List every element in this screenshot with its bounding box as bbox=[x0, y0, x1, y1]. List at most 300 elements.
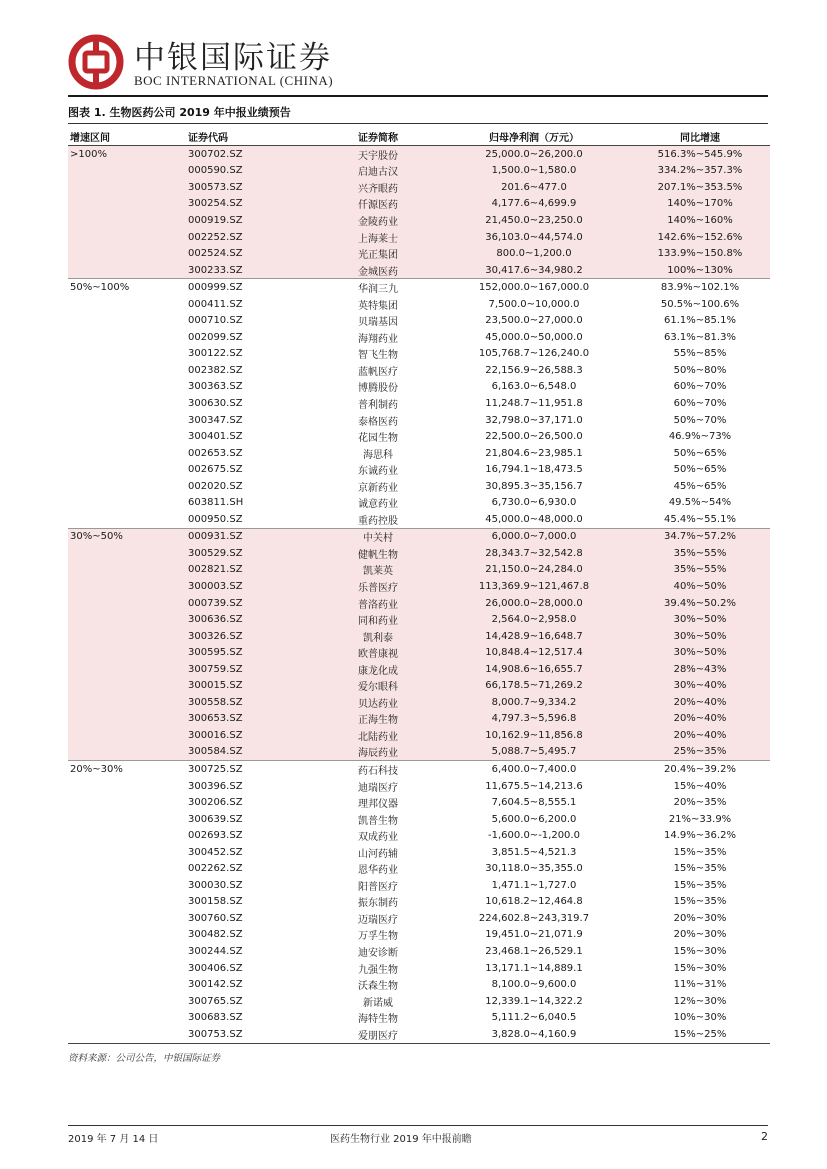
growth-cell: 30%~50% bbox=[630, 644, 770, 661]
table-row bbox=[68, 661, 770, 678]
table-row bbox=[68, 494, 770, 511]
profit-cell: 21,150.0~24,284.0 bbox=[438, 562, 630, 579]
code-cell: 300653.SZ bbox=[188, 711, 318, 728]
code-cell: 300122.SZ bbox=[188, 348, 243, 360]
range-cell bbox=[68, 927, 188, 944]
range-cell bbox=[68, 578, 188, 595]
table-row bbox=[68, 196, 770, 213]
profit-cell: 16,794.1~18,473.5 bbox=[485, 464, 583, 476]
name-cell: 爱朋医疗 bbox=[318, 1026, 438, 1043]
profit-cell: 6,163.0~6,548.0 bbox=[491, 381, 577, 393]
page-header bbox=[68, 30, 768, 98]
table-row bbox=[68, 628, 770, 645]
code-cell: 300760.SZ bbox=[188, 912, 243, 924]
table-row bbox=[68, 778, 770, 795]
table-header-row bbox=[68, 127, 770, 146]
table-row bbox=[68, 262, 770, 279]
growth-cell: 50%~70% bbox=[673, 414, 727, 426]
table-row bbox=[68, 578, 770, 595]
growth-cell: 15%~35% bbox=[673, 896, 727, 908]
growth-cell: 15%~30% bbox=[673, 962, 727, 974]
column-header-code: 证券代码 bbox=[188, 127, 318, 146]
table-row bbox=[68, 644, 770, 661]
brand-name-en: BOC INTERNATIONAL (CHINA) bbox=[134, 73, 334, 88]
range-cell bbox=[68, 329, 188, 346]
range-cell bbox=[68, 661, 188, 678]
table-row bbox=[68, 511, 770, 528]
table-row bbox=[68, 877, 770, 894]
profit-cell: 10,162.9~11,856.8 bbox=[438, 727, 630, 744]
growth-cell: 30%~40% bbox=[630, 678, 770, 695]
table-row bbox=[68, 445, 770, 462]
growth-cell: 40%~50% bbox=[630, 578, 770, 595]
column-header-range: 增速区间 bbox=[68, 127, 188, 146]
column-header-profit: 归母净利润（万元） bbox=[438, 127, 630, 146]
profit-cell: 224,602.8~243,319.7 bbox=[478, 912, 590, 924]
code-cell: 002262.SZ bbox=[188, 863, 243, 875]
name-cell: 重药控股 bbox=[358, 515, 398, 527]
growth-cell: 10%~30% bbox=[673, 1012, 727, 1024]
table-row bbox=[68, 395, 770, 412]
table-row bbox=[68, 960, 770, 977]
table-row bbox=[68, 943, 770, 960]
code-cell: 002099.SZ bbox=[188, 331, 243, 343]
code-cell: 002020.SZ bbox=[188, 480, 243, 492]
table-row bbox=[68, 379, 770, 396]
code-cell: 300630.SZ bbox=[188, 397, 243, 409]
code-cell: 000411.SZ bbox=[188, 298, 243, 310]
growth-cell: 21%~33.9% bbox=[668, 813, 732, 825]
code-cell: 300759.SZ bbox=[188, 661, 318, 678]
code-cell: 300347.SZ bbox=[188, 414, 243, 426]
table-row bbox=[68, 761, 770, 778]
name-cell: 海辰药业 bbox=[318, 744, 438, 761]
footer-divider bbox=[68, 1125, 768, 1126]
growth-cell: 55%~85% bbox=[673, 348, 727, 360]
range-cell bbox=[68, 545, 188, 562]
name-cell: 启迪古汉 bbox=[318, 163, 438, 180]
profit-cell: 113,369.9~121,467.8 bbox=[438, 578, 630, 595]
table-row bbox=[68, 927, 770, 944]
code-cell: 000950.SZ bbox=[188, 513, 243, 525]
name-cell: 华润三九 bbox=[318, 279, 438, 296]
code-cell: 300753.SZ bbox=[188, 1026, 318, 1043]
profit-cell: 14,428.9~16,648.7 bbox=[438, 628, 630, 645]
growth-cell: 20%~40% bbox=[630, 711, 770, 728]
profit-cell: 30,417.6~34,980.2 bbox=[438, 262, 630, 279]
name-cell: 迈瑞医疗 bbox=[358, 914, 398, 926]
table-row bbox=[68, 478, 770, 495]
table-row bbox=[68, 694, 770, 711]
growth-cell: 100%~130% bbox=[630, 262, 770, 279]
name-cell: 振东制药 bbox=[358, 898, 398, 910]
range-cell bbox=[68, 861, 188, 878]
name-cell: 东诚药业 bbox=[358, 466, 398, 478]
name-cell: 仟源医药 bbox=[318, 196, 438, 213]
table-row bbox=[68, 894, 770, 911]
growth-cell: 516.3%~545.9% bbox=[630, 146, 770, 163]
growth-cell: 207.1%~353.5% bbox=[630, 179, 770, 196]
column-header-growth: 同比增速 bbox=[630, 127, 770, 146]
profit-cell: 5,600.0~6,200.0 bbox=[491, 813, 577, 825]
profit-cell: 21,450.0~23,250.0 bbox=[438, 212, 630, 229]
code-cell: 300584.SZ bbox=[188, 744, 318, 761]
code-cell: 002693.SZ bbox=[188, 830, 243, 842]
range-cell bbox=[68, 428, 188, 445]
name-cell: 智飞生物 bbox=[358, 350, 398, 362]
range-cell bbox=[68, 1009, 188, 1026]
range-cell bbox=[68, 678, 188, 695]
range-cell bbox=[68, 412, 188, 429]
range-cell bbox=[68, 262, 188, 279]
name-cell: 凯普生物 bbox=[358, 815, 398, 827]
code-cell: 300702.SZ bbox=[188, 146, 318, 163]
code-cell: 300558.SZ bbox=[188, 694, 318, 711]
code-cell: 002821.SZ bbox=[188, 562, 318, 579]
range-cell bbox=[68, 461, 188, 478]
growth-cell: 60%~70% bbox=[673, 397, 727, 409]
code-cell: 002675.SZ bbox=[188, 464, 243, 476]
code-cell: 300016.SZ bbox=[188, 727, 318, 744]
table-row bbox=[68, 910, 770, 927]
code-cell: 300244.SZ bbox=[188, 946, 243, 958]
name-cell: 爱尔眼科 bbox=[318, 678, 438, 695]
table-row bbox=[68, 976, 770, 993]
name-cell: 理邦仪器 bbox=[358, 799, 398, 811]
code-cell: 300482.SZ bbox=[188, 929, 243, 941]
profit-cell: 66,178.5~71,269.2 bbox=[438, 678, 630, 695]
growth-cell: 83.9%~102.1% bbox=[630, 279, 770, 296]
code-cell: 300683.SZ bbox=[188, 1012, 243, 1024]
profit-cell: 6,400.0~7,400.0 bbox=[438, 761, 630, 778]
growth-cell: 34.7%~57.2% bbox=[630, 528, 770, 545]
table-row bbox=[68, 595, 770, 612]
name-cell: 花园生物 bbox=[358, 433, 398, 445]
table-row bbox=[68, 461, 770, 478]
table-row bbox=[68, 528, 770, 545]
range-cell bbox=[68, 196, 188, 213]
range-cell bbox=[68, 595, 188, 612]
growth-cell: 20%~30% bbox=[673, 929, 727, 941]
name-cell: 贝达药业 bbox=[318, 694, 438, 711]
profit-cell: 28,343.7~32,542.8 bbox=[438, 545, 630, 562]
profit-cell: 3,828.0~4,160.9 bbox=[438, 1026, 630, 1043]
name-cell: 同和药业 bbox=[318, 611, 438, 628]
name-cell: 山河药辅 bbox=[358, 848, 398, 860]
profit-cell: 22,156.9~26,588.3 bbox=[485, 364, 583, 376]
name-cell: 普利制药 bbox=[358, 399, 398, 411]
name-cell: 兴齐眼药 bbox=[318, 179, 438, 196]
growth-cell: 15%~35% bbox=[673, 879, 727, 891]
code-cell: 300401.SZ bbox=[188, 431, 243, 443]
code-cell: 300030.SZ bbox=[188, 879, 243, 891]
code-cell: 002252.SZ bbox=[188, 229, 318, 246]
range-cell bbox=[68, 694, 188, 711]
profit-cell: 45,000.0~50,000.0 bbox=[485, 331, 583, 343]
table-row bbox=[68, 312, 770, 329]
range-cell bbox=[68, 960, 188, 977]
growth-cell: 20%~30% bbox=[673, 912, 727, 924]
range-cell bbox=[68, 445, 188, 462]
code-cell: 000999.SZ bbox=[188, 279, 318, 296]
table-row bbox=[68, 794, 770, 811]
growth-cell: 45%~65% bbox=[673, 480, 727, 492]
name-cell: 九强生物 bbox=[358, 964, 398, 976]
growth-cell: 15%~30% bbox=[673, 946, 727, 958]
range-cell bbox=[68, 644, 188, 661]
profit-cell: 6,000.0~7,000.0 bbox=[438, 528, 630, 545]
name-cell: 阳普医疗 bbox=[358, 881, 398, 893]
profit-cell: 1,471.1~1,727.0 bbox=[491, 879, 577, 891]
name-cell: 金陵药业 bbox=[318, 212, 438, 229]
profit-cell: 32,798.0~37,171.0 bbox=[485, 414, 583, 426]
table-row bbox=[68, 545, 770, 562]
growth-cell: 50.5%~100.6% bbox=[660, 298, 740, 310]
profit-cell: 13,171.1~14,889.1 bbox=[485, 962, 583, 974]
name-cell: 康龙化成 bbox=[318, 661, 438, 678]
name-cell: 迪瑞医疗 bbox=[358, 782, 398, 794]
range-cell: 30%~50% bbox=[68, 528, 188, 545]
profit-cell: 10,618.2~12,464.8 bbox=[485, 896, 583, 908]
name-cell: 博腾股份 bbox=[358, 383, 398, 395]
name-cell: 英特集团 bbox=[358, 300, 398, 312]
name-cell: 贝瑞基因 bbox=[358, 317, 398, 329]
profit-cell: 1,500.0~1,580.0 bbox=[438, 163, 630, 180]
code-cell: 300003.SZ bbox=[188, 578, 318, 595]
growth-cell: 39.4%~50.2% bbox=[630, 595, 770, 612]
code-cell: 300595.SZ bbox=[188, 644, 318, 661]
code-cell: 002524.SZ bbox=[188, 245, 318, 262]
range-cell bbox=[68, 562, 188, 579]
growth-cell: 25%~35% bbox=[630, 744, 770, 761]
profit-cell: 45,000.0~48,000.0 bbox=[485, 513, 583, 525]
profit-cell: -1,600.0~-1,200.0 bbox=[488, 830, 580, 842]
code-cell: 000919.SZ bbox=[188, 212, 318, 229]
code-cell: 300326.SZ bbox=[188, 628, 318, 645]
name-cell: 泰格医药 bbox=[358, 416, 398, 428]
code-cell: 300206.SZ bbox=[188, 797, 243, 809]
table-row bbox=[68, 428, 770, 445]
growth-cell: 140%~170% bbox=[630, 196, 770, 213]
profit-cell: 36,103.0~44,574.0 bbox=[438, 229, 630, 246]
profit-cell: 12,339.1~14,322.2 bbox=[485, 995, 583, 1007]
table-row bbox=[68, 811, 770, 828]
code-cell: 300363.SZ bbox=[188, 381, 243, 393]
range-cell bbox=[68, 611, 188, 628]
range-cell bbox=[68, 179, 188, 196]
table-row bbox=[68, 245, 770, 262]
name-cell: 中关村 bbox=[318, 528, 438, 545]
growth-cell: 20%~40% bbox=[630, 694, 770, 711]
growth-cell: 140%~160% bbox=[630, 212, 770, 229]
name-cell: 凯利泰 bbox=[318, 628, 438, 645]
profit-cell: 11,248.7~11,951.8 bbox=[485, 397, 583, 409]
name-cell: 诚意药业 bbox=[358, 499, 398, 511]
table-row bbox=[68, 711, 770, 728]
growth-cell: 50%~65% bbox=[673, 447, 727, 459]
profit-cell: 25,000.0~26,200.0 bbox=[438, 146, 630, 163]
name-cell: 光正集团 bbox=[318, 245, 438, 262]
name-cell: 海特生物 bbox=[358, 1014, 398, 1026]
growth-cell: 60%~70% bbox=[673, 381, 727, 393]
code-cell: 002653.SZ bbox=[188, 447, 243, 459]
name-cell: 乐普医疗 bbox=[318, 578, 438, 595]
profit-cell: 23,500.0~27,000.0 bbox=[485, 315, 583, 327]
figure-caption: 图表 1. 生物医药公司 2019 年中报业绩预告 bbox=[68, 106, 291, 119]
profit-cell: 7,604.5~8,555.1 bbox=[491, 797, 577, 809]
page-number: 2 bbox=[761, 1130, 768, 1143]
table-row bbox=[68, 179, 770, 196]
name-cell: 蓝帆医疗 bbox=[358, 366, 398, 378]
table-row bbox=[68, 412, 770, 429]
range-cell bbox=[68, 229, 188, 246]
profit-cell: 14,908.6~16,655.7 bbox=[438, 661, 630, 678]
footer-title: 医药生物行业 2019 年中报前瞻 bbox=[330, 1134, 472, 1145]
profit-cell: 8,000.7~9,334.2 bbox=[438, 694, 630, 711]
code-cell: 300142.SZ bbox=[188, 979, 243, 991]
code-cell: 002382.SZ bbox=[188, 364, 243, 376]
growth-cell: 14.9%~36.2% bbox=[664, 830, 736, 842]
table-row bbox=[68, 744, 770, 761]
range-cell bbox=[68, 362, 188, 379]
range-cell bbox=[68, 395, 188, 412]
range-cell bbox=[68, 312, 188, 329]
growth-cell: 20%~40% bbox=[630, 727, 770, 744]
profit-cell: 8,100.0~9,600.0 bbox=[491, 979, 577, 991]
growth-cell: 20%~35% bbox=[673, 797, 727, 809]
range-cell bbox=[68, 379, 188, 396]
profit-cell: 800.0~1,200.0 bbox=[438, 245, 630, 262]
table-row bbox=[68, 279, 770, 296]
name-cell: 上海莱士 bbox=[318, 229, 438, 246]
name-cell: 正海生物 bbox=[318, 711, 438, 728]
range-cell bbox=[68, 943, 188, 960]
table-row bbox=[68, 827, 770, 844]
table-row bbox=[68, 844, 770, 861]
table-row bbox=[68, 562, 770, 579]
range-cell bbox=[68, 778, 188, 795]
code-cell: 300158.SZ bbox=[188, 896, 243, 908]
profit-cell: 22,500.0~26,500.0 bbox=[485, 431, 583, 443]
growth-cell: 30%~50% bbox=[630, 611, 770, 628]
name-cell: 普洛药业 bbox=[318, 595, 438, 612]
range-cell: 50%~100% bbox=[68, 279, 188, 296]
range-cell bbox=[68, 163, 188, 180]
profit-cell: 30,895.3~35,156.7 bbox=[485, 480, 583, 492]
table-row bbox=[68, 362, 770, 379]
growth-cell: 12%~30% bbox=[673, 995, 727, 1007]
profit-cell: 4,797.3~5,596.8 bbox=[438, 711, 630, 728]
growth-cell: 35%~55% bbox=[630, 562, 770, 579]
code-cell: 300636.SZ bbox=[188, 611, 318, 628]
growth-cell: 61.1%~85.1% bbox=[664, 315, 736, 327]
code-cell: 000710.SZ bbox=[188, 315, 243, 327]
profit-cell: 105,768.7~126,240.0 bbox=[478, 348, 590, 360]
profit-cell: 23,468.1~26,529.1 bbox=[485, 946, 583, 958]
code-cell: 000931.SZ bbox=[188, 528, 318, 545]
caption-divider bbox=[68, 123, 768, 124]
code-cell: 300639.SZ bbox=[188, 813, 243, 825]
range-cell bbox=[68, 811, 188, 828]
name-cell: 迪安诊断 bbox=[358, 948, 398, 960]
name-cell: 海思科 bbox=[363, 449, 393, 461]
boc-logo-icon bbox=[68, 34, 124, 90]
name-cell: 恩华药业 bbox=[358, 865, 398, 877]
profit-cell: 10,848.4~12,517.4 bbox=[438, 644, 630, 661]
profit-cell: 5,088.7~5,495.7 bbox=[438, 744, 630, 761]
growth-cell: 15%~35% bbox=[673, 863, 727, 875]
name-cell: 万孚生物 bbox=[358, 931, 398, 943]
footer-date: 2019 年 7 月 14 日 bbox=[68, 1134, 159, 1145]
name-cell: 京新药业 bbox=[358, 482, 398, 494]
range-cell bbox=[68, 711, 188, 728]
table-row bbox=[68, 727, 770, 744]
code-cell: 300725.SZ bbox=[188, 761, 318, 778]
code-cell: 300254.SZ bbox=[188, 196, 318, 213]
table-row bbox=[68, 329, 770, 346]
table-row bbox=[68, 163, 770, 180]
range-cell bbox=[68, 511, 188, 528]
profit-cell: 2,564.0~2,958.0 bbox=[438, 611, 630, 628]
profit-cell: 201.6~477.0 bbox=[438, 179, 630, 196]
table-row bbox=[68, 861, 770, 878]
growth-cell: 63.1%~81.3% bbox=[664, 331, 736, 343]
profit-cell: 5,111.2~6,040.5 bbox=[491, 1012, 577, 1024]
code-cell: 300765.SZ bbox=[188, 995, 243, 1007]
table-row bbox=[68, 1009, 770, 1026]
range-cell bbox=[68, 744, 188, 761]
range-cell bbox=[68, 794, 188, 811]
table-row bbox=[68, 296, 770, 313]
code-cell: 000590.SZ bbox=[188, 163, 318, 180]
growth-cell: 15%~25% bbox=[630, 1026, 770, 1043]
code-cell: 300406.SZ bbox=[188, 962, 243, 974]
growth-cell: 15%~35% bbox=[673, 846, 727, 858]
table-row bbox=[68, 212, 770, 229]
name-cell: 新诺威 bbox=[363, 997, 393, 1009]
brand-name-cn: 中银国际证券 bbox=[134, 40, 332, 76]
profit-cell: 30,118.0~35,355.0 bbox=[485, 863, 583, 875]
range-cell bbox=[68, 628, 188, 645]
table-row bbox=[68, 611, 770, 628]
code-cell: 300233.SZ bbox=[188, 262, 318, 279]
growth-cell: 15%~40% bbox=[673, 780, 727, 792]
code-cell: 603811.SH bbox=[188, 497, 244, 509]
growth-cell: 28%~43% bbox=[630, 661, 770, 678]
code-cell: 000739.SZ bbox=[188, 595, 318, 612]
growth-cell: 50%~65% bbox=[673, 464, 727, 476]
code-cell: 300452.SZ bbox=[188, 846, 243, 858]
range-cell bbox=[68, 993, 188, 1010]
range-cell bbox=[68, 346, 188, 363]
range-cell bbox=[68, 494, 188, 511]
profit-cell: 152,000.0~167,000.0 bbox=[438, 279, 630, 296]
profit-cell: 11,675.5~14,213.6 bbox=[485, 780, 583, 792]
source-note: 资料来源：公司公告，中银国际证券 bbox=[68, 1053, 221, 1064]
name-cell: 北陆药业 bbox=[318, 727, 438, 744]
growth-cell: 46.9%~73% bbox=[668, 431, 732, 443]
range-cell bbox=[68, 1026, 188, 1043]
code-cell: 300015.SZ bbox=[188, 678, 318, 695]
range-cell bbox=[68, 910, 188, 927]
range-cell bbox=[68, 296, 188, 313]
growth-cell: 45.4%~55.1% bbox=[664, 513, 736, 525]
profit-cell: 6,730.0~6,930.0 bbox=[491, 497, 577, 509]
table-row bbox=[68, 678, 770, 695]
code-cell: 300529.SZ bbox=[188, 545, 318, 562]
growth-cell: 20.4%~39.2% bbox=[630, 761, 770, 778]
profit-cell: 4,177.6~4,699.9 bbox=[438, 196, 630, 213]
